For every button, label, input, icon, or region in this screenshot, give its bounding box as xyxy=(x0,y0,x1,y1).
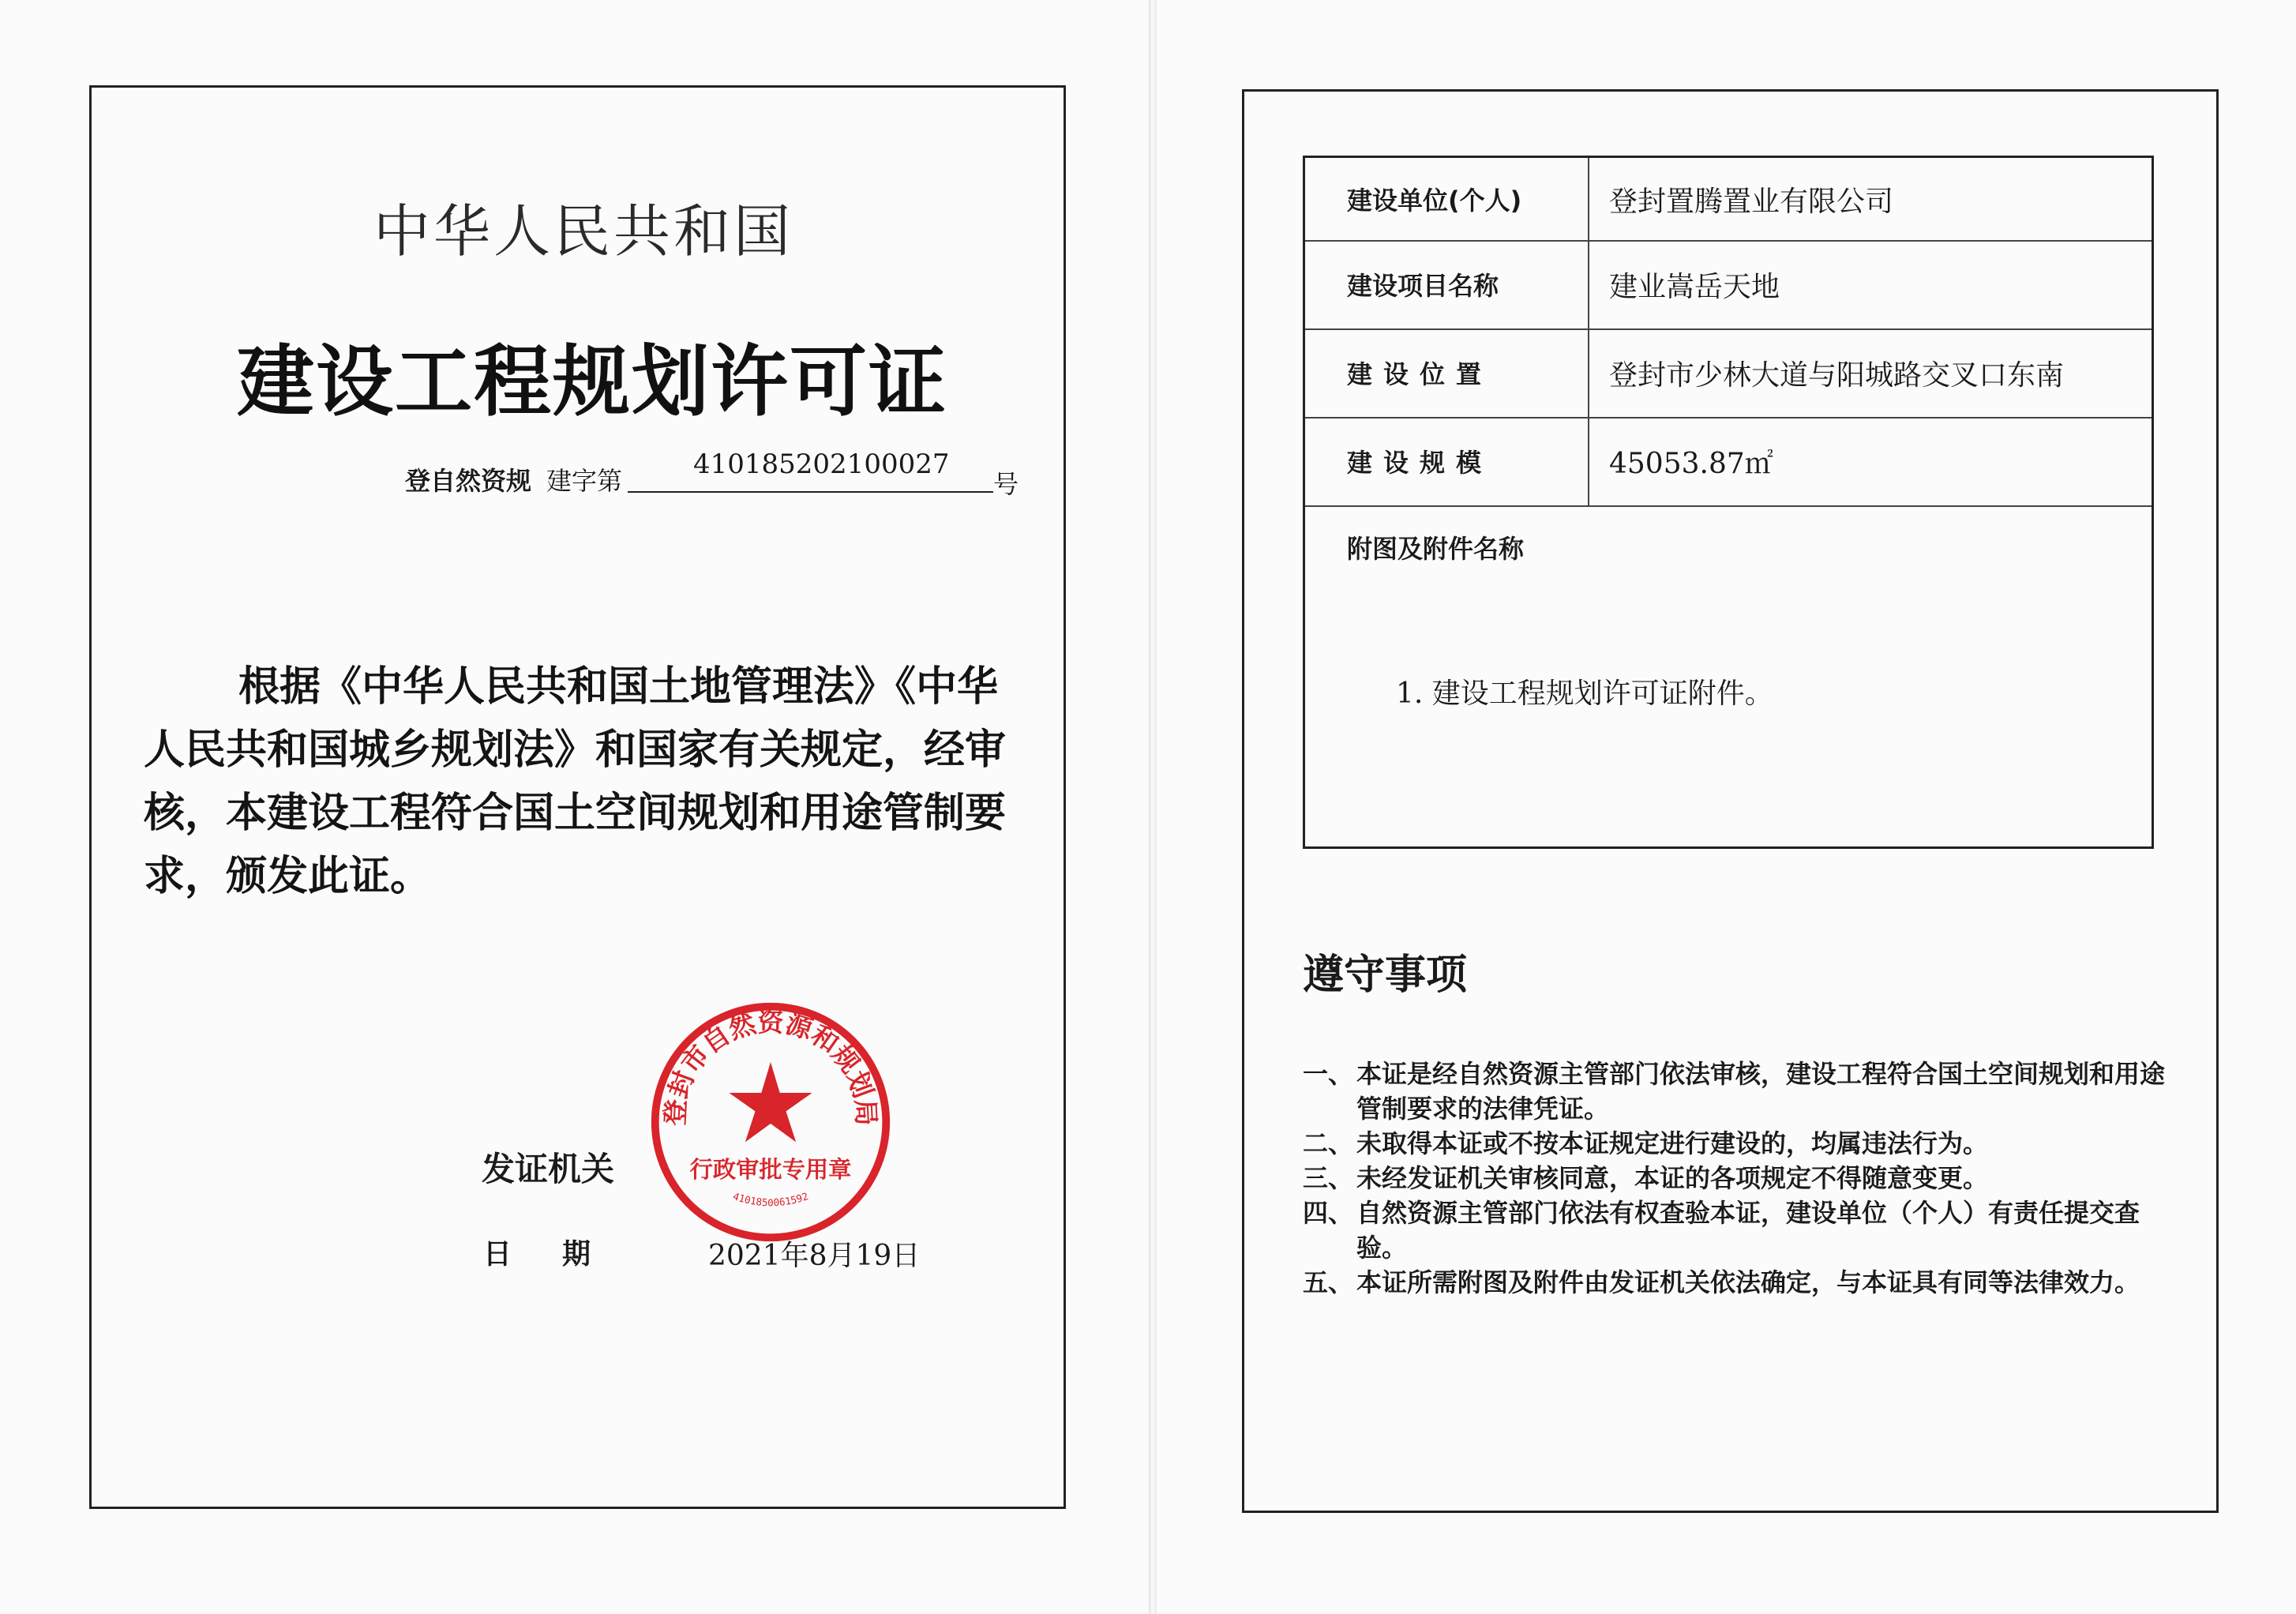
issue-date: 2021年8月19日 xyxy=(708,1240,921,1272)
rule-number: 一、 xyxy=(1303,1059,1354,1089)
seal-text-bottom: 行政审批专用章 xyxy=(689,1156,852,1184)
rule-text: 未取得本证或不按本证规定进行建设的，均属违法行为。 xyxy=(1356,1128,1989,1158)
row-value: 登封市少林大道与阳城路交叉口东南 xyxy=(1609,358,2065,392)
permit-number: 410185202100027 xyxy=(693,449,950,480)
rule-item xyxy=(1303,1195,2178,1265)
country-name: 中华人民共和国 xyxy=(373,198,794,265)
seal-star-icon xyxy=(729,1062,812,1142)
rule-text: 本证是经自然资源主管部门依法审核，建设工程符合国土空间规划和用途管制要求的法律凭证。 xyxy=(1356,1059,2166,1124)
seal-text-top: 登封市自然资源和规划局 xyxy=(659,1006,882,1127)
rules-list xyxy=(1303,1057,2178,1300)
rule-item xyxy=(1303,1126,2178,1161)
row-label: 建设单位(个人) xyxy=(1305,158,1589,240)
official-seal xyxy=(647,999,894,1245)
svg-text:4101850061592 xyxy=(731,1190,809,1208)
rule-number: 三、 xyxy=(1303,1163,1354,1193)
attachments-label: 附图及附件名称 xyxy=(1347,534,1525,564)
page-fold xyxy=(1149,0,1157,1614)
certificate-title: 建设工程规划许可证 xyxy=(237,337,948,427)
rule-item xyxy=(1303,1265,2178,1300)
permit-number-underline xyxy=(628,491,993,493)
rule-text: 自然资源主管部门依法有权查验本证，建设单位（个人）有责任提交查验。 xyxy=(1356,1198,2140,1263)
table-row xyxy=(1305,158,2152,242)
permit-prefix: 登自然资规 xyxy=(405,466,532,496)
table-row xyxy=(1305,417,2152,507)
permit-suffix: 号 xyxy=(993,469,1019,499)
table-row xyxy=(1305,240,2152,330)
rule-number: 五、 xyxy=(1303,1267,1354,1297)
rule-number: 二、 xyxy=(1303,1128,1354,1158)
row-label: 建设项目名称 xyxy=(1305,240,1589,328)
rule-item xyxy=(1303,1057,2178,1126)
notice-title: 遵守事项 xyxy=(1303,952,1468,999)
issuer-label: 发证机关 xyxy=(482,1150,615,1188)
row-value: 建业嵩岳天地 xyxy=(1609,270,1780,303)
row-label: 建设位置 xyxy=(1305,328,1589,417)
table-row xyxy=(1305,328,2152,419)
date-label: 日期 xyxy=(483,1238,642,1271)
rule-item xyxy=(1303,1161,2178,1195)
attachment-item: 1. 建设工程规划许可证附件。 xyxy=(1396,678,1773,710)
seal-number: 4101850061592 xyxy=(731,1190,810,1209)
rule-text: 未经发证机关审核同意，本证的各项规定不得随意变更。 xyxy=(1356,1163,1989,1193)
row-value: 登封置腾置业有限公司 xyxy=(1609,185,1894,218)
rule-text: 本证所需附图及附件由发证机关依法确定，与本证具有同等法律效力。 xyxy=(1356,1267,2140,1297)
rule-number: 四、 xyxy=(1303,1198,1354,1228)
row-value: 45053.87㎡ xyxy=(1609,447,1773,480)
permit-mid: 建字第 xyxy=(546,466,623,496)
row-label: 建设规模 xyxy=(1305,417,1589,505)
certificate-body: 根据《中华人民共和国土地管理法》《中华人民共和国城乡规划法》和国家有关规定，经审核，本建设工程符合国土空间规划和用途管制要求，颁发此证。 xyxy=(144,663,1007,900)
project-info-table xyxy=(1303,156,2154,849)
